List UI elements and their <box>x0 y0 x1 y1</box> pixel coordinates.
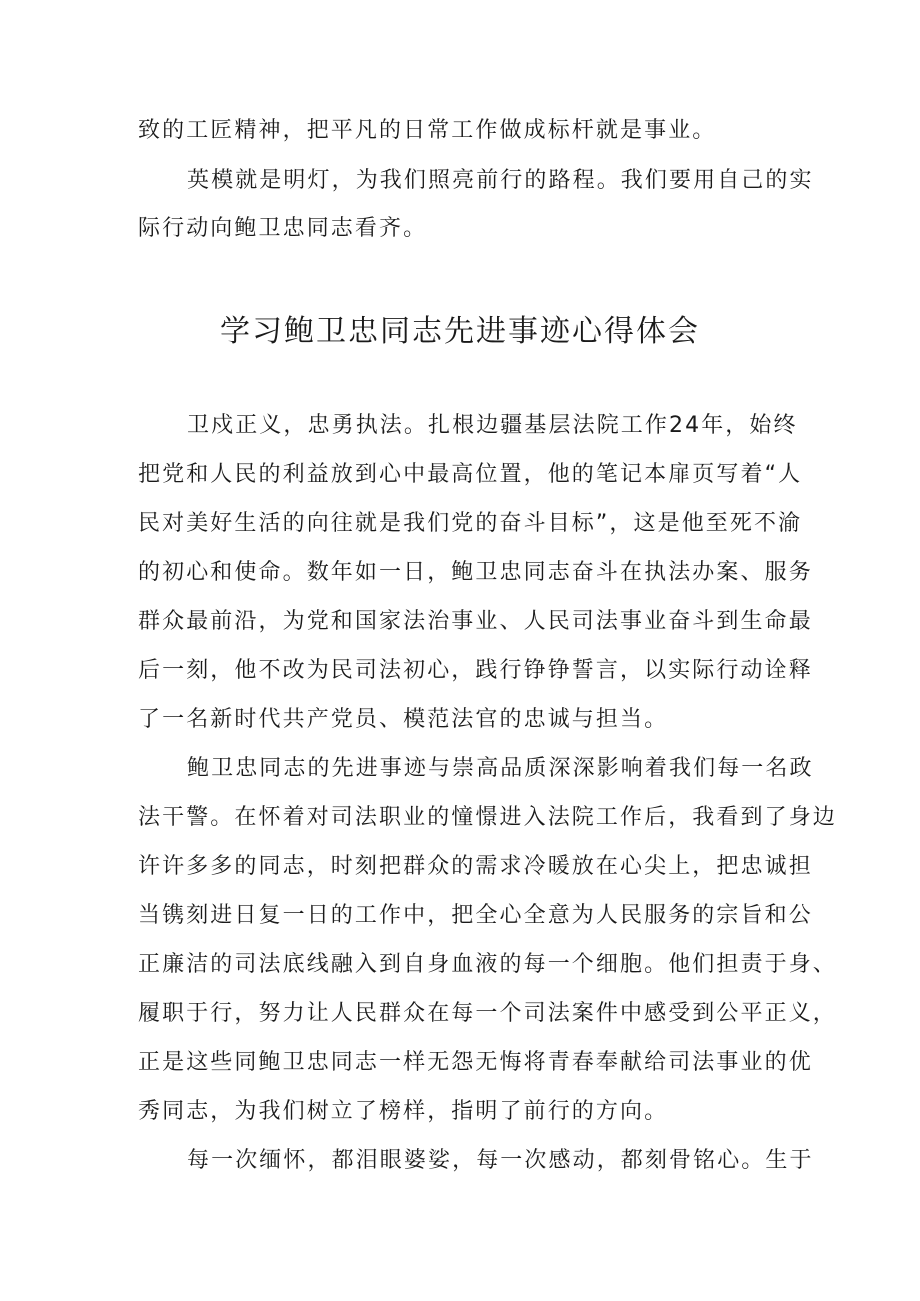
intro-line-2: 英模就是明灯，为我们照亮前行的路程。我们要用自己的实 <box>187 168 814 193</box>
intro-line-1: 致的工匠精神，把平凡的日常工作做成标杆就是事业。 <box>138 118 717 143</box>
body-line-7: 了一名新时代共产党员、模范法官的忠诚与担当。 <box>138 707 669 732</box>
body-line-9: 法干警。在怀着对司法职业的憧憬进入法院工作后，我看到了身边 <box>138 805 837 830</box>
body-line-11: 当镌刻进日复一日的工作中，把全心全意为人民服务的宗旨和公 <box>138 903 813 928</box>
document-title: 学习鲍卫忠同志先进事迹心得体会 <box>220 314 700 349</box>
body-line-16: 每一次缅怀，都泪眼婆娑，每一次感动，都刻骨铭心。生于 <box>187 1148 814 1173</box>
body-line-4: 的初心和使命。数年如一日，鲍卫忠同志奋斗在执法办案、服务 <box>138 560 813 585</box>
body-line-5: 群众最前沿，为党和国家法治事业、人民司法事业奋斗到生命最 <box>138 609 813 634</box>
body-line-13: 履职于行，努力让人民群众在每一个司法案件中感受到公平正义， <box>138 1001 837 1026</box>
body-line-8: 鲍卫忠同志的先进事迹与崇高品质深深影响着我们每一名政 <box>187 756 814 781</box>
body-line-6: 后一刻，他不改为民司法初心，践行铮铮誓言，以实际行动诠释 <box>138 658 813 683</box>
body-line-3: 民对美好生活的向往就是我们党的奋斗目标”，这是他至死不渝 <box>138 511 803 536</box>
body-line-14: 正是这些同鲍卫忠同志一样无怨无悔将青春奉献给司法事业的优 <box>138 1050 813 1075</box>
body-line-15: 秀同志，为我们树立了榜样，指明了前行的方向。 <box>138 1099 669 1124</box>
body-line-1: 卫戍正义，忠勇执法。扎根边疆基层法院工作24年，始终 <box>187 413 798 438</box>
body-line-2: 把党和人民的利益放到心中最高位置，他的笔记本扉页写着“人 <box>138 462 803 487</box>
body-line-10: 许许多多的同志，时刻把群众的需求冷暖放在心尖上，把忠诚担 <box>138 854 813 879</box>
body-line-12: 正廉洁的司法底线融入到自身血液的每一个细胞。他们担责于身、 <box>138 952 837 977</box>
intro-line-3: 际行动向鲍卫忠同志看齐。 <box>138 216 428 241</box>
